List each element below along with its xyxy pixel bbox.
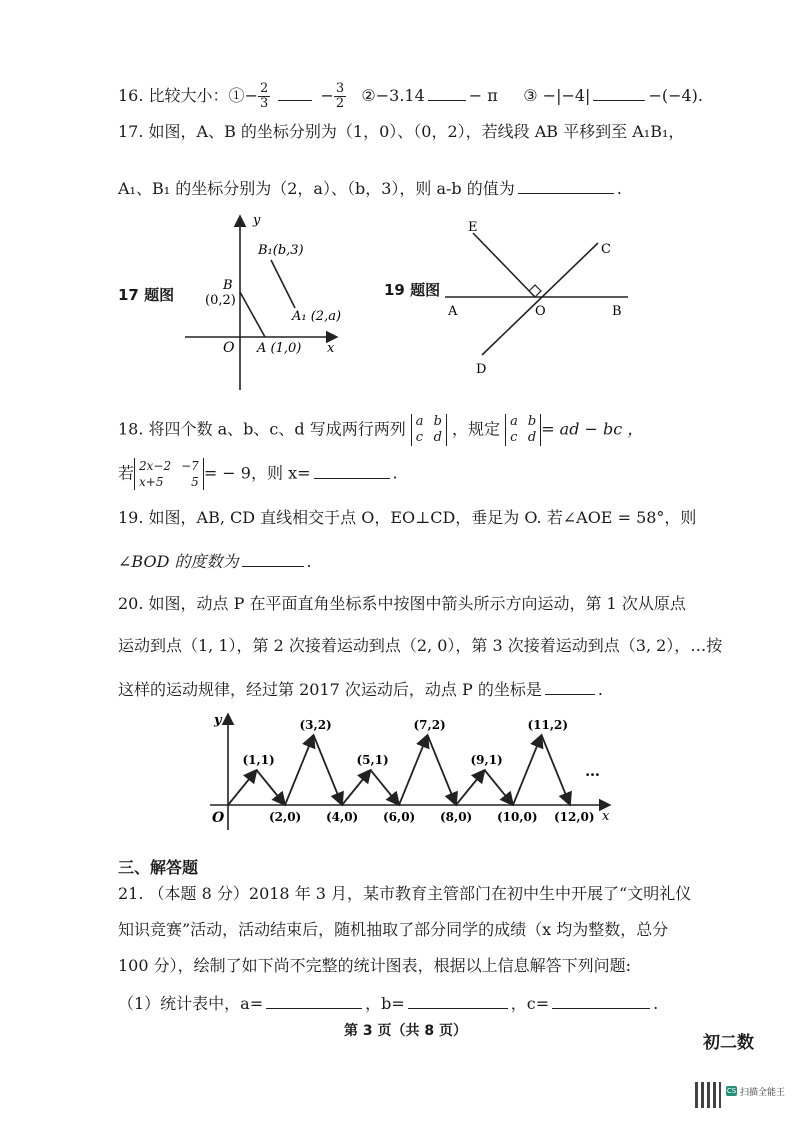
fig20-path-segment: [228, 770, 257, 805]
q19-line-2-end: .: [306, 552, 312, 571]
figure-19: [440, 215, 640, 380]
fig20-peak-label: (7,2): [413, 718, 446, 732]
fig19-d-label: D: [476, 362, 487, 377]
fig19-a-label: A: [448, 304, 458, 319]
fig20-base-label: (6,0): [383, 810, 416, 824]
fig17-origin-label: O: [223, 340, 235, 356]
q17-line-2: [118, 175, 622, 201]
q17-line-2-end: .: [616, 179, 622, 198]
q19-answer-blank[interactable]: [242, 548, 304, 567]
q18-line-1: [118, 414, 643, 446]
q20-line-3: [118, 676, 603, 702]
fig20-path-segment: [542, 735, 571, 805]
q16-item1-mark: ①: [228, 86, 245, 105]
fig20-x-label: x: [602, 809, 610, 824]
fig19-b-label: B: [612, 304, 622, 319]
fig19-ray-oe: [473, 233, 535, 297]
scanner-watermark: 扫描全能王: [740, 1088, 786, 1098]
q18-line-2-prefix: 若: [118, 463, 135, 483]
q19-line-2-text: ∠BOD 的度数为: [118, 552, 239, 571]
fig17-a1-label: A₁ (2,a): [292, 309, 342, 324]
q16-item3-right: −(−4).: [648, 86, 703, 105]
q21-line-4-prefix: （1）统计表中，a=: [118, 994, 264, 1013]
fig20-y-label: y: [214, 713, 222, 728]
corner-subject-label: 初二数: [703, 1033, 754, 1053]
fig20-peak-label: (5,1): [356, 753, 389, 767]
q21-line-1: 21. （本题 8 分）2018 年 3 月，某市教育主管部门在初中生中开展了“文明礼仪: [118, 884, 692, 903]
q18-determinant-given: 2x−2 −7 x+5 5: [134, 458, 204, 490]
q16-item2-mark: ②: [361, 86, 376, 105]
fig19-right-angle-mark: [529, 285, 541, 297]
q16-blank-1[interactable]: [278, 82, 312, 101]
fig20-origin-label: O: [212, 810, 225, 826]
q17-line-1: 17. 如图，A、B 的坐标分别为（1，0）、（0，2），若线段 AB 平移到至 A₁B₁，: [118, 122, 685, 141]
q16-blank-2[interactable]: [428, 82, 466, 101]
q16-prefix: 16. 比较大小：: [118, 86, 229, 105]
fig20-path-segment: [371, 770, 400, 805]
q16-item3-left: −|−4|: [542, 86, 591, 105]
q20-line-2: 运动到点（1, 1），第 2 次接着运动到点（2, 0），第 3 次接着运动到点（3, 2），…按: [118, 636, 723, 655]
q21-line-4-end: .: [653, 994, 659, 1013]
q18-line-2: [118, 458, 398, 490]
q21-blank-a[interactable]: [266, 990, 362, 1009]
fig17-x-label: x: [327, 341, 335, 356]
figure-20: [200, 708, 630, 833]
q18-line-1-prefix: 18. 将四个数 a、b、c、d 写成两行两列: [118, 419, 406, 439]
fig17-segment-a1b1: [271, 260, 295, 308]
fig20-peak-label: (3,2): [299, 718, 332, 732]
q21-line-4: [118, 990, 658, 1016]
q18-line-1-mid: ，规定: [451, 419, 500, 439]
q18-line-2-mid: = − 9，则 x=: [203, 463, 311, 483]
q17-answer-blank[interactable]: [518, 175, 614, 194]
q18-line-2-end: .: [392, 463, 398, 483]
q21-line-2: 知识竞赛”活动，活动结束后，随机抽取了部分同学的成绩（x 均为整数，总分: [118, 920, 669, 939]
fig19-c-label: C: [601, 242, 611, 257]
fig20-peak-label: (11,2): [527, 718, 569, 732]
scanner-logo-icon: CS: [726, 1087, 737, 1095]
fig17-b-coord: (0,2): [205, 293, 236, 308]
fig17-b1-label: B₁(b,3): [258, 243, 304, 258]
qr-code-icon: [695, 1082, 721, 1108]
fig19-o-label: O: [535, 304, 546, 319]
q16-item3-mark: ③: [523, 86, 538, 105]
fig20-motion-path: [228, 735, 570, 805]
fig20-path-segment: [513, 735, 542, 805]
q19-line-1: 19. 如图，AB, CD 直线相交于点 O，EO⊥CD，垂足为 O. 若∠AOE = 58°，则: [118, 508, 697, 527]
fig20-path-segment: [399, 735, 428, 805]
q17-line-2-text: A₁、B₁ 的坐标分别为（2，a）、（b，3），则 a-b 的值为: [118, 179, 515, 198]
fig20-path-segment: [428, 735, 457, 805]
fig19-e-label: E: [468, 220, 478, 235]
fig20-path-segment: [285, 735, 314, 805]
question-16: [118, 82, 703, 111]
q16-blank-3[interactable]: [593, 82, 645, 101]
fig20-peak-label: (1,1): [242, 753, 275, 767]
q21-line-4-b: ，b=: [365, 994, 405, 1013]
section-3-title: 三、解答题: [118, 858, 199, 877]
fig20-path-segment: [485, 770, 514, 805]
fig20-base-label: (12,0): [554, 810, 595, 824]
q21-line-4-c: ，c=: [510, 994, 550, 1013]
q16-fraction-left: $\frac{2}{3}$: [259, 81, 269, 111]
fig20-path-segment: [257, 770, 286, 805]
fig20-base-label: (10,0): [497, 810, 538, 824]
q20-line-1: 20. 如图，动点 P 在平面直角坐标系中按图中箭头所示方向运动，第 1 次从原点: [118, 594, 686, 613]
fig19-caption: 19 题图: [384, 281, 441, 299]
fig17-segment-ab: [240, 292, 265, 337]
q19-line-2: [118, 548, 312, 574]
fig20-path-segment: [342, 770, 371, 805]
fig20-point-labels: [243, 718, 595, 824]
fig17-caption: 17 题图: [118, 286, 175, 304]
q16-item1-left-sign: −: [244, 86, 258, 105]
q20-line-3-end: .: [597, 680, 603, 699]
fig17-b-label: B: [223, 278, 233, 293]
q16-item1-right-sign: −: [320, 86, 334, 105]
fig20-base-label: (2,0): [269, 810, 302, 824]
q21-blank-c[interactable]: [552, 990, 650, 1009]
q18-rule-text: = ad − bc ，: [541, 419, 644, 439]
fig20-base-label: (8,0): [440, 810, 473, 824]
fig17-a-label: A (1,0): [257, 341, 302, 356]
fig20-path-segment: [456, 770, 485, 805]
q21-line-3: 100 分），绘制了如下尚不完整的统计图表，根据以上信息解答下列问题:: [118, 956, 632, 975]
q18-determinant-generic: a b c d: [411, 414, 447, 446]
q16-item2-right: − π: [468, 86, 498, 105]
fig20-peak-label: (9,1): [470, 753, 503, 767]
q18-determinant-rule: a b c d: [505, 414, 541, 446]
q18-answer-blank[interactable]: [314, 460, 390, 479]
q16-fraction-right: $\frac{3}{2}$: [335, 81, 345, 111]
q16-item2-left: −3.14: [375, 86, 425, 105]
fig20-ellipsis: …: [585, 762, 600, 780]
q20-line-3-text: 这样的运动规律，经过第 2017 次运动后，动点 P 的坐标是: [118, 680, 542, 699]
q20-answer-blank[interactable]: [545, 676, 595, 695]
page-number: 第 3 页（共 8 页）: [344, 1023, 467, 1039]
fig20-path-segment: [314, 735, 343, 805]
fig17-y-label: y: [253, 213, 261, 228]
fig20-base-label: (4,0): [326, 810, 359, 824]
q21-blank-b[interactable]: [408, 990, 508, 1009]
